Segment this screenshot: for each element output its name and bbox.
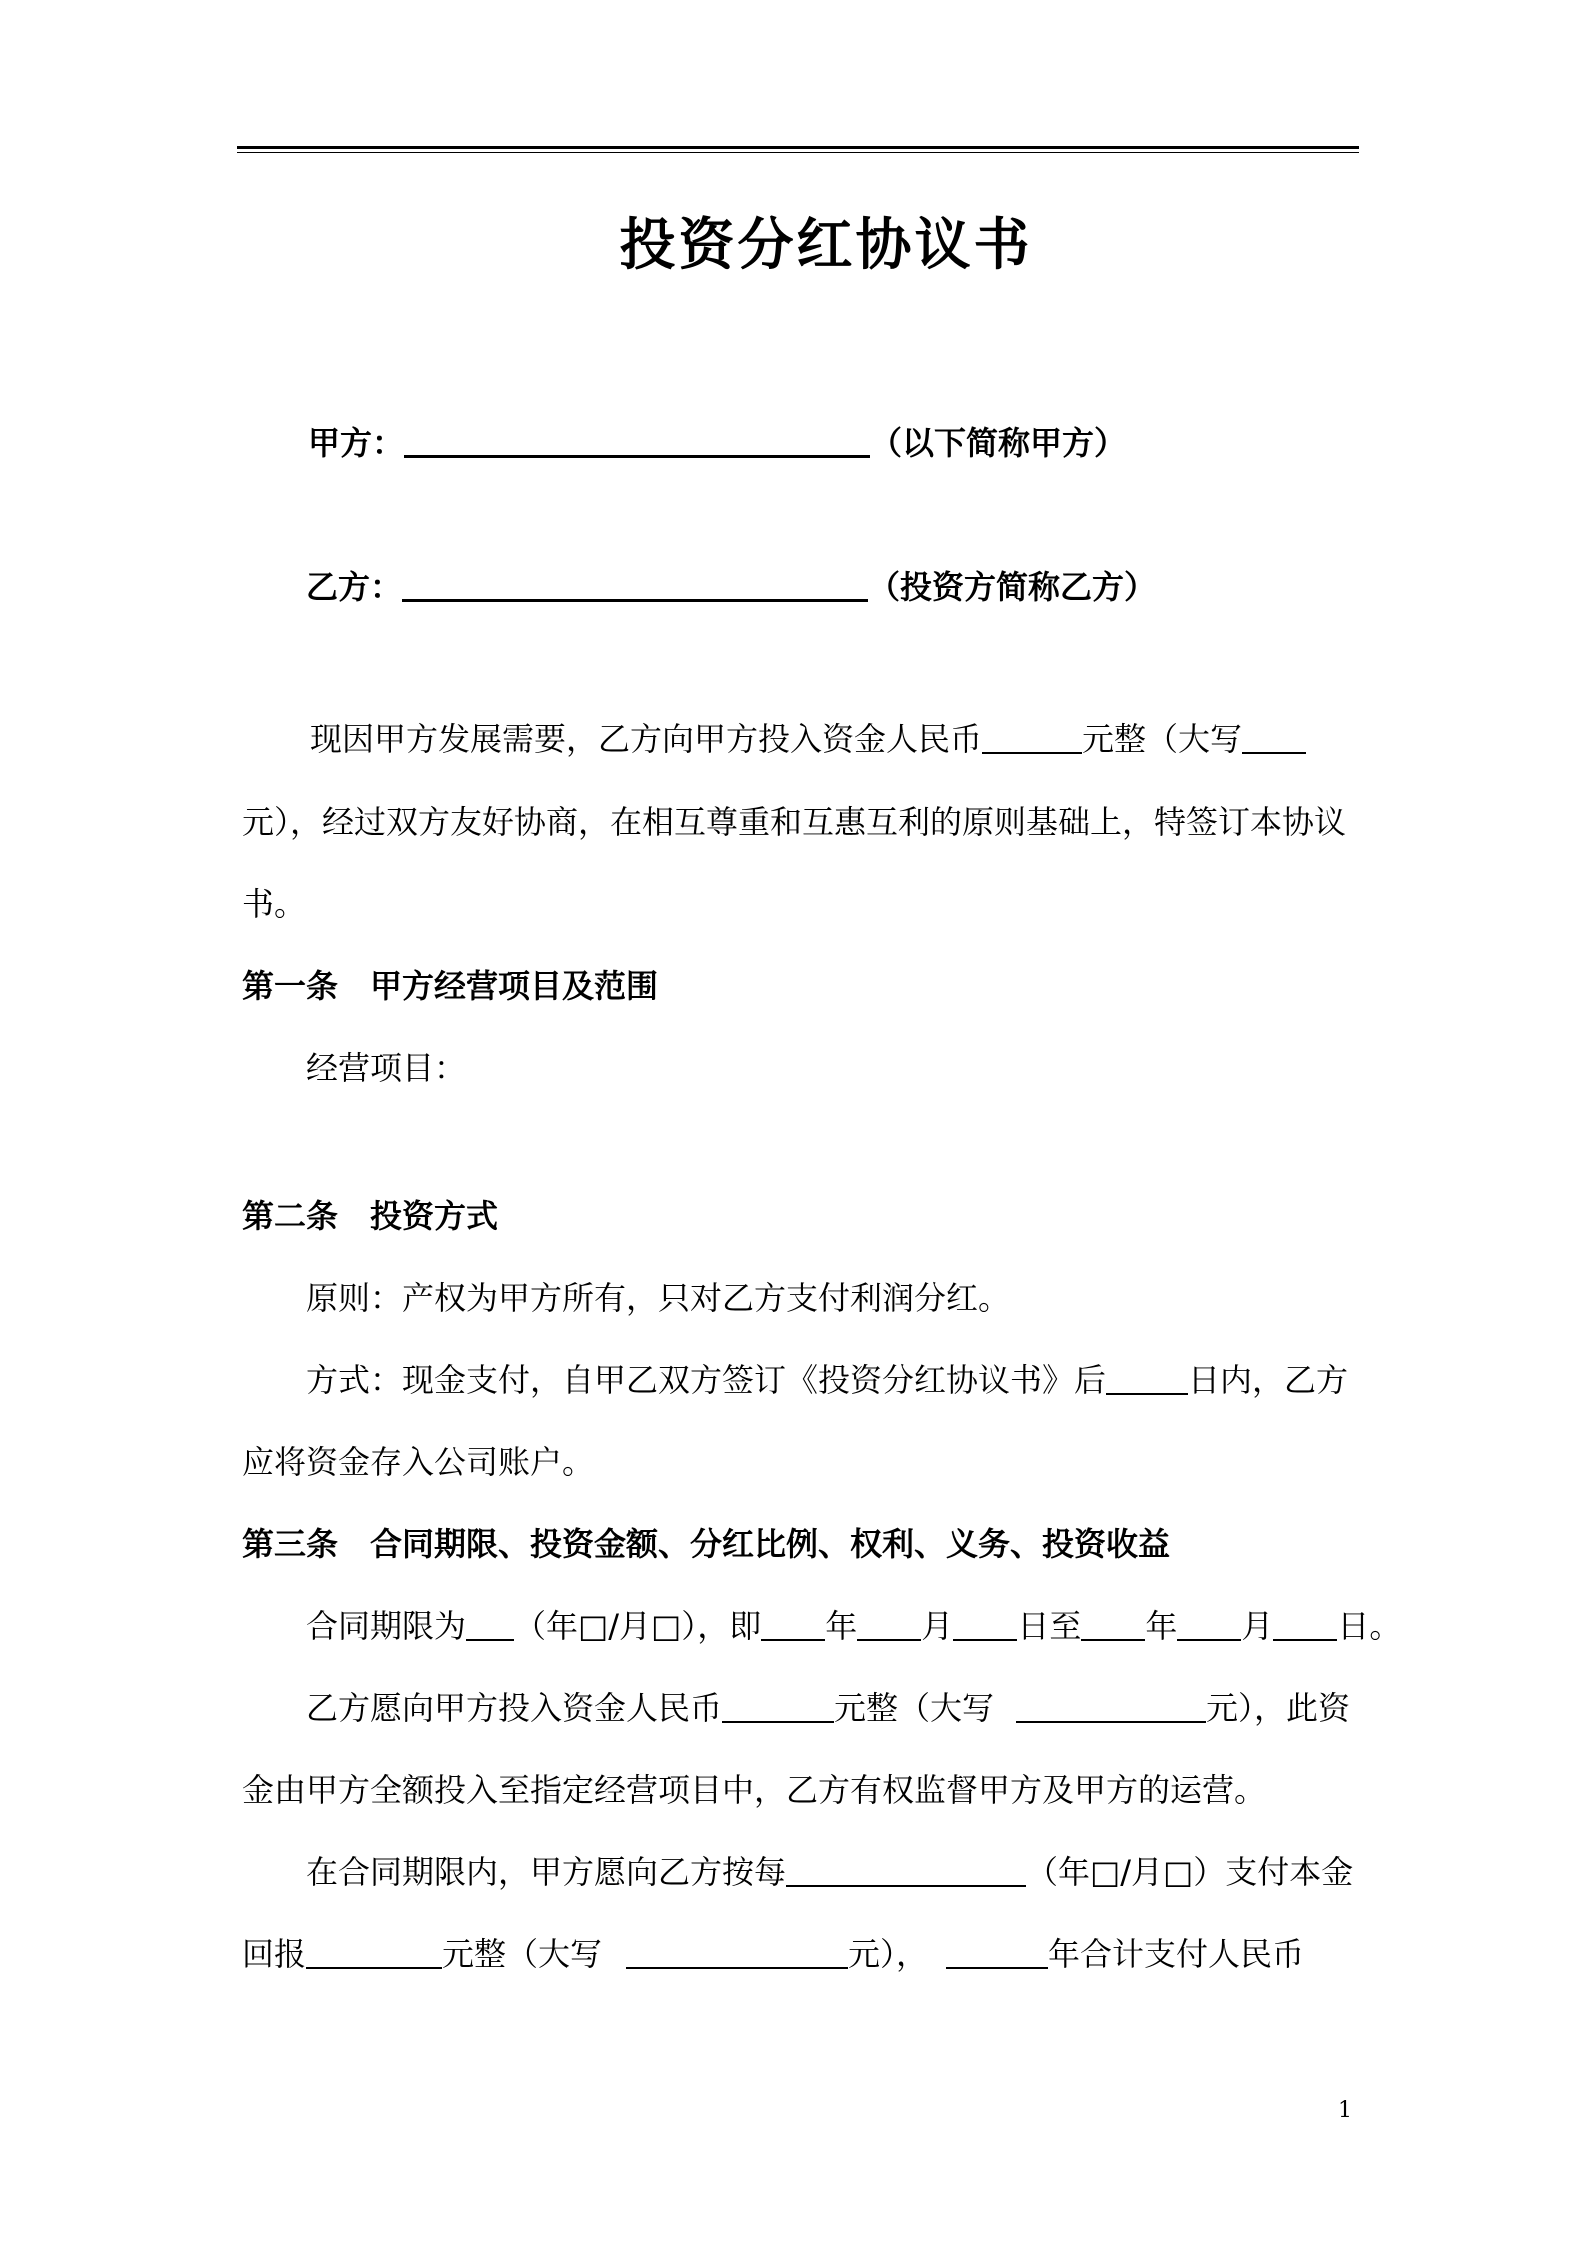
term-length-blank[interactable] xyxy=(466,1605,514,1641)
return-text-f: 年合计支付人民币 xyxy=(1048,1935,1305,1973)
invest-amount-words-blank[interactable] xyxy=(1016,1687,1206,1723)
return-amount-words-blank[interactable] xyxy=(626,1933,848,1969)
party-a-line xyxy=(308,418,1126,468)
page-number: 1 xyxy=(1338,2098,1352,2123)
term-text-a: 合同期限为 xyxy=(306,1607,467,1645)
party-a-note: （以下简称甲方） xyxy=(870,424,1127,462)
header-rule-thick xyxy=(237,146,1359,149)
return-years-blank[interactable] xyxy=(946,1933,1048,1969)
start-month-label: 月 xyxy=(921,1607,954,1645)
article-3-number: 第三条 xyxy=(242,1525,339,1563)
term-text-b: （年□/月□），即 xyxy=(514,1607,762,1645)
return-text-a: 在合同期限内，甲方愿向乙方按每 xyxy=(306,1853,787,1891)
article-3-return-line-2 xyxy=(242,1929,1304,1979)
article-3-invest-line-2: 金由甲方全额投入至指定经营项目中，乙方有权监督甲方及甲方的运营。 xyxy=(242,1771,1267,1809)
intro-amount-blank[interactable] xyxy=(982,718,1082,754)
start-year-blank[interactable] xyxy=(761,1605,825,1641)
end-year-label: 年 xyxy=(1145,1607,1178,1645)
article-1-project: 经营项目： xyxy=(306,1049,467,1087)
article-2-method-line-2: 应将资金存入公司账户。 xyxy=(242,1443,595,1481)
return-text-b: （年□/月□）支付本金 xyxy=(1026,1853,1354,1891)
intro-text-1b: 元整（大写 xyxy=(1082,720,1243,758)
party-b-label: 乙方： xyxy=(306,568,403,606)
end-year-blank[interactable] xyxy=(1081,1605,1145,1641)
return-amount-blank[interactable] xyxy=(306,1933,442,1969)
party-b-line xyxy=(306,562,1156,612)
article-3-invest-line-1 xyxy=(306,1683,1350,1733)
invest-amount-blank[interactable] xyxy=(722,1687,834,1723)
intro-line-3: 书。 xyxy=(242,885,307,923)
start-day-blank[interactable] xyxy=(953,1605,1017,1641)
start-month-blank[interactable] xyxy=(857,1605,921,1641)
party-a-blank[interactable] xyxy=(404,421,870,458)
end-day-blank[interactable] xyxy=(1273,1605,1337,1641)
document-title: 投资分红协议书 xyxy=(619,213,1033,278)
party-b-note: （投资方简称乙方） xyxy=(868,568,1157,606)
article-1-heading xyxy=(242,961,658,1011)
article-3-heading xyxy=(242,1519,1170,1569)
article-2-days-blank[interactable] xyxy=(1106,1359,1188,1395)
article-3-title: 合同期限、投资金额、分红比例、权利、义务、投资收益 xyxy=(370,1525,1171,1563)
intro-amount-words-blank[interactable] xyxy=(1242,718,1306,754)
article-2-method-text-b: 日内，乙方 xyxy=(1188,1361,1349,1399)
article-2-number: 第二条 xyxy=(242,1197,339,1235)
party-a-label: 甲方： xyxy=(308,424,405,462)
end-day-label: 日。 xyxy=(1337,1607,1402,1645)
return-period-blank[interactable] xyxy=(786,1851,1026,1887)
return-text-c: 回报 xyxy=(242,1935,307,1973)
article-2-title: 投资方式 xyxy=(370,1197,499,1235)
header-rule-thin xyxy=(237,152,1359,153)
article-3-term-line xyxy=(306,1601,1401,1651)
article-2-method-text-a: 方式：现金支付，自甲乙双方签订《投资分红协议书》后 xyxy=(306,1361,1107,1399)
article-3-return-line-1 xyxy=(306,1847,1353,1897)
article-2-method-line-1 xyxy=(306,1355,1348,1405)
party-b-blank[interactable] xyxy=(402,565,868,602)
start-year-label: 年 xyxy=(825,1607,858,1645)
invest-text-c: 元），此资 xyxy=(1206,1689,1351,1727)
end-month-blank[interactable] xyxy=(1177,1605,1241,1641)
article-2-heading xyxy=(242,1191,498,1241)
article-2-principle: 原则：产权为甲方所有，只对乙方支付利润分红。 xyxy=(306,1279,1011,1317)
return-text-d: 元整（大写 xyxy=(442,1935,603,1973)
day-to-label: 日至 xyxy=(1017,1607,1082,1645)
article-1-title: 甲方经营项目及范围 xyxy=(370,967,659,1005)
return-text-e: 元）， xyxy=(848,1935,929,1973)
intro-line-1 xyxy=(310,714,1306,764)
invest-text-a: 乙方愿向甲方投入资金人民币 xyxy=(306,1689,723,1727)
end-month-label: 月 xyxy=(1241,1607,1274,1645)
intro-text-1a: 现因甲方发展需要，乙方向甲方投入资金人民币 xyxy=(310,720,983,758)
article-1-number: 第一条 xyxy=(242,967,339,1005)
intro-line-2: 元），经过双方友好协商，在相互尊重和互惠互利的原则基础上，特签订本协议 xyxy=(242,803,1347,841)
invest-text-b: 元整（大写 xyxy=(834,1689,995,1727)
